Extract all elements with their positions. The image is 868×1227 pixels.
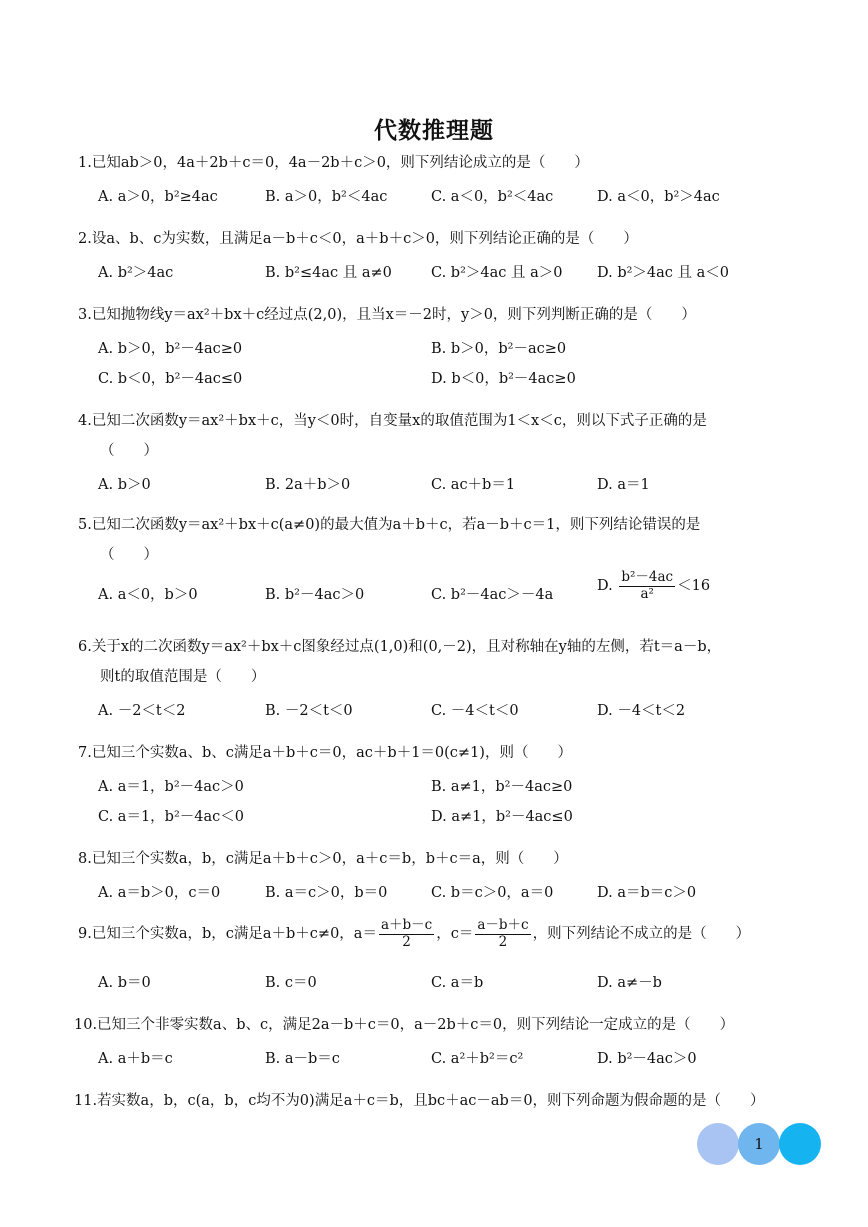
option-c: C. a＜0，b²＜4ac [431,189,554,205]
option-d: D. a＜0，b²＞4ac [597,189,720,205]
option-b: B. a＞0，b²＜4ac [265,189,388,205]
option-a: A. b＞0，b²－4ac≥0 [98,341,243,357]
option-b: B. －2＜t＜0 [265,703,353,719]
options-5 [98,569,798,616]
option-a: A. b＝0 [98,975,151,991]
fraction-denominator: a² [640,585,654,602]
options-7-row-1 [98,772,798,802]
option-d [597,570,710,602]
question-stem: 10.已知三个非零实数a、b、c，满足2a－b＋c＝0，a－2b＋c＝0，则下列结论一定成立的是（ ） [74,1017,735,1033]
question-9 [78,918,798,950]
page-circle-right [779,1123,821,1165]
option-a: A. b²＞4ac [98,265,174,281]
option-b: B. b²≤4ac 且 a≠0 [265,265,392,281]
question-2 [78,224,798,254]
fraction-numerator: b²－4ac [621,569,674,585]
question-stem: 8.已知三个实数a，b，c满足a＋b＋c＞0，a＋c＝b，b＋c＝a，则（ ） [78,851,568,867]
options-4 [98,470,798,500]
option-d-label: D. [597,578,613,595]
fraction-numerator: a＋b－c [380,917,433,933]
question-stem: 6.关于x的二次函数y＝ax²＋bx＋c图象经过点(1,0)和(0,－2)，且对称轴在y轴的左侧，若t＝a－b， [78,639,722,655]
question-5 [78,510,798,570]
question-stem-continued: （ ） [100,547,158,563]
option-d-tail: ＜16 [677,578,711,595]
options-1 [98,182,798,212]
option-a: A. a＞0，b²≥4ac [98,189,218,205]
option-c: C. a＝b [431,975,484,991]
question-8 [78,844,798,874]
option-c: C. a＝1，b²－4ac＜0 [98,809,244,825]
question-stem: 3.已知抛物线y＝ax²＋bx＋c经过点(2,0)，且当x＝－2时，y＞0，则下列判断正确的是（ ） [78,307,696,323]
option-c: C. －4＜t＜0 [431,703,519,719]
option-b: B. a≠1，b²－4ac≥0 [431,779,573,795]
option-d: D. －4＜t＜2 [597,703,686,719]
option-d: D. b＜0，b²－4ac≥0 [431,371,576,387]
option-c: C. b²＞4ac 且 a＞0 [431,265,563,281]
options-3-row-2 [98,364,798,394]
options-9 [98,968,798,998]
option-c: C. b²－4ac＞－4a [431,587,554,603]
page-circle-left [697,1123,739,1165]
question-stem: 5.已知二次函数y＝ax²＋bx＋c(a≠0)的最大值为a＋b＋c，若a－b＋c＝1，则下列结论错误的是 [78,517,701,533]
fraction-denominator: 2 [402,933,411,950]
question-stem: 2.设a、b、c为实数，且满足a－b＋c＜0，a＋b＋c＞0，则下列结论正确的是（ ） [78,231,638,247]
option-d: D. a＝1 [597,477,650,493]
question-stem-part: 9.已知三个实数a，b，c满足a＋b＋c≠0，a＝ [78,926,377,943]
question-7 [78,738,798,768]
option-c: C. b＝c＞0，a＝0 [431,885,554,901]
page-title: 代数推理题 [374,118,494,144]
question-6 [78,632,798,692]
option-c: C. ac＋b＝1 [431,477,516,493]
option-a: A. a＜0，b＞0 [98,587,198,603]
option-b: B. b＞0，b²－ac≥0 [431,341,567,357]
option-b: B. b²－4ac＞0 [265,587,365,603]
option-a: A. a＝b＞0，c＝0 [98,885,221,901]
options-6 [98,696,798,726]
question-stem-continued: （ ） [100,443,158,459]
question-stem-part: ，c＝ [436,926,474,943]
option-b: B. a－b＝c [265,1051,340,1067]
options-8 [98,878,798,908]
options-7-row-2 [98,802,798,832]
question-stem-part: ，则下列结论不成立的是（ ） [532,926,751,943]
question-stem: 7.已知三个实数a、b、c满足a＋b＋c＝0，ac＋b＋1＝0(c≠1)，则（ ） [78,745,572,761]
option-a: A. a＝1，b²－4ac＞0 [98,779,244,795]
question-stem: 11.若实数a，b，c(a，b，c均不为0)满足a＋c＝b，且bc＋ac－ab＝0，则下列命题为假命题的是（ ） [74,1093,765,1109]
page-number: 1 [754,1135,764,1153]
fraction [619,570,675,602]
options-2 [98,258,798,288]
options-10 [98,1044,798,1074]
question-1 [78,148,798,178]
option-c: C. b＜0，b²－4ac≤0 [98,371,243,387]
question-3 [78,300,798,330]
option-d: D. b²－4ac＞0 [597,1051,697,1067]
option-c: C. a²＋b²＝c² [431,1051,524,1067]
option-a: A. a＋b＝c [98,1051,173,1067]
question-stem: 1.已知ab＞0，4a＋2b＋c＝0，4a－2b＋c＞0，则下列结论成立的是（ ） [78,155,589,171]
option-a: A. b＞0 [98,477,151,493]
option-b: B. c＝0 [265,975,317,991]
option-d: D. a＝b＝c＞0 [597,885,697,901]
question-11 [74,1086,794,1116]
question-4 [78,406,798,466]
option-d: D. a≠1，b²－4ac≤0 [431,809,573,825]
fraction-numerator: a－b＋c [477,917,529,933]
fraction [379,918,434,950]
question-stem: 4.已知二次函数y＝ax²＋bx＋c，当y＜0时，自变量x的取值范围为1＜x＜c，则以下式子正确的是 [78,413,707,429]
option-a: A. －2＜t＜2 [98,703,186,719]
options-3-row-1 [98,334,798,364]
option-b: B. a＝c＞0，b＝0 [265,885,388,901]
option-b: B. 2a＋b＞0 [265,477,351,493]
option-d: D. a≠－b [597,975,662,991]
fraction-denominator: 2 [498,933,508,950]
question-stem-continued: 则t的取值范围是（ ） [100,669,266,685]
fraction [475,918,530,950]
option-d: D. b²＞4ac 且 a＜0 [597,265,730,281]
question-10 [74,1010,794,1040]
